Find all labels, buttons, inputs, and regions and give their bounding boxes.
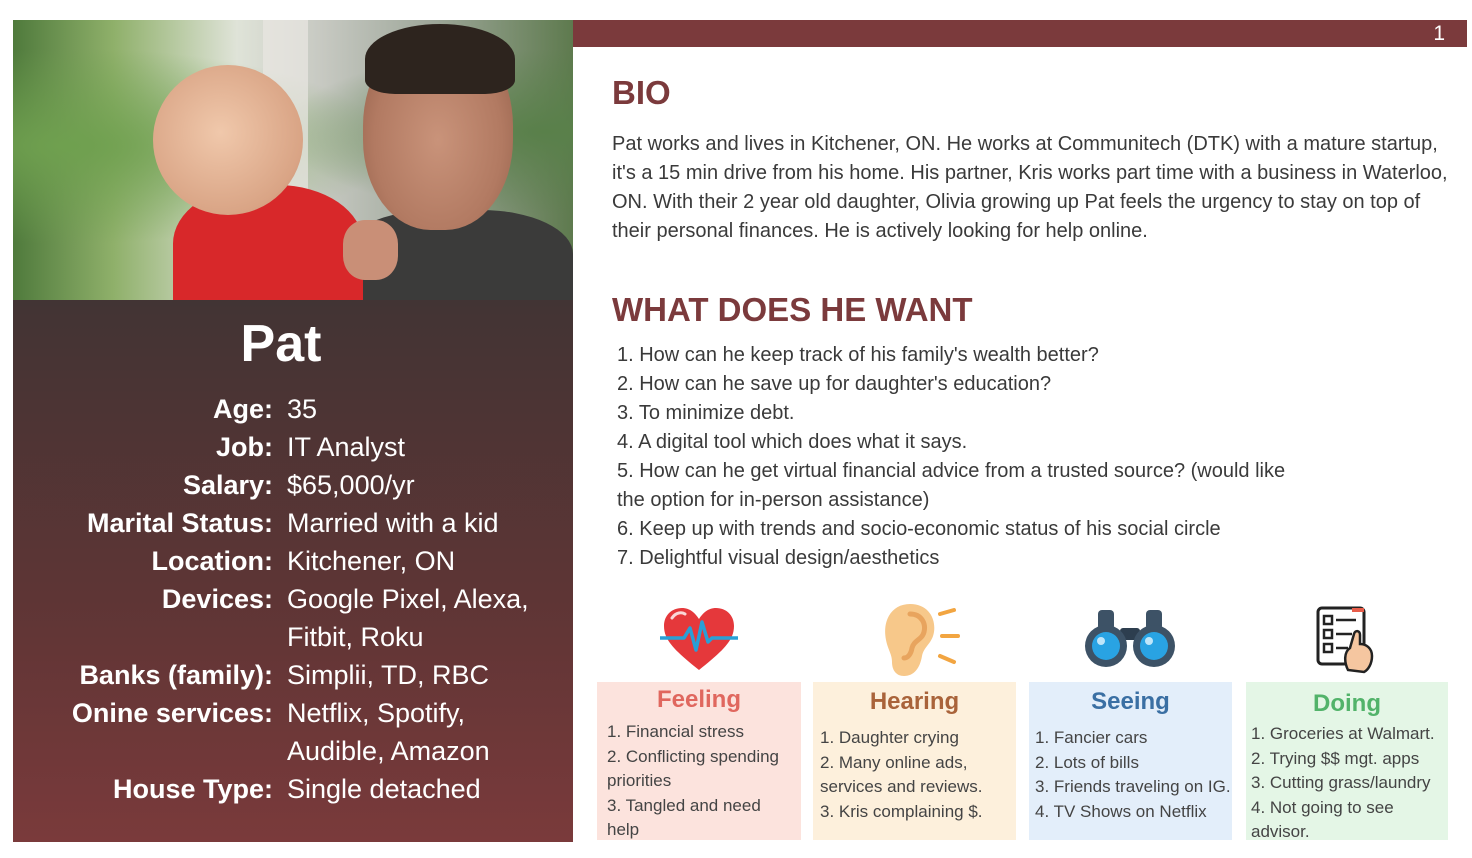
card-list	[1251, 722, 1447, 845]
heart-pulse-icon	[660, 606, 738, 672]
field-value-line2: Audible, Amazon	[287, 736, 490, 766]
checklist-icon	[1314, 604, 1380, 674]
list-item: 2. Many online ads, services and reviews.	[820, 752, 983, 796]
card-title: Feeling	[656, 686, 741, 713]
header-bar	[573, 20, 1467, 47]
field-label: Location:	[151, 546, 273, 576]
field-value: Google Pixel, Alexa,	[287, 584, 529, 614]
field-label: Banks (family):	[79, 660, 273, 690]
field-label: Age:	[213, 394, 273, 424]
seeing-card	[1029, 682, 1232, 840]
list-item: 2. Trying $$ mgt. apps	[1251, 748, 1420, 768]
card-title: Hearing	[869, 688, 960, 715]
doing-card	[1246, 682, 1448, 840]
wants-heading: WHAT DOES HE WANT	[612, 291, 973, 328]
field-label: Marital Status:	[86, 508, 273, 538]
binoculars-icon	[1084, 608, 1176, 668]
page-number: 1	[1433, 22, 1445, 45]
persona-photo	[13, 20, 573, 300]
list-item: 1. Groceries at Walmart.	[1251, 724, 1435, 743]
card-title: Doing	[1313, 690, 1381, 717]
list-item: 4. TV Shows on Netflix	[1035, 801, 1207, 821]
list-item: 3. To minimize debt.	[617, 402, 795, 424]
list-item: 4. Not going to see advisor.	[1251, 797, 1394, 841]
list-item: 6. Keep up with trends and socio-economic status of his social circle	[617, 518, 1221, 540]
list-item: 2. Conflicting spending priorities	[607, 746, 780, 790]
list-item: 1. How can he keep track of his family's wealth better?	[617, 344, 1099, 366]
field-value: Netflix, Spotify,	[287, 698, 466, 728]
persona-panel	[13, 20, 573, 842]
field-value: $65,000/yr	[287, 470, 415, 500]
persona-info	[13, 300, 573, 842]
list-item: 4. A digital tool which does what it says.	[617, 431, 968, 453]
card-list	[820, 726, 1010, 824]
list-item: 5. How can he get virtual financial advice from a trusted source? (would like the option for in-person assistance)	[617, 460, 1286, 511]
field-value: Simplii, TD, RBC	[287, 660, 490, 690]
field-value-line2: Fitbit, Roku	[287, 622, 424, 652]
list-item: 3. Tangled and need help	[607, 795, 761, 839]
list-item: 2. How can he save up for daughter's education?	[617, 373, 1052, 395]
bio-text: Pat works and lives in Kitchener, ON. He works at Communitech (DTK) with a mature startup, it's a 15 min drive from his home. His partner, Kris works part time with a business in Waterloo, ON. With their 2 year old daughter, Olivia growing up Pat feels the urgency to stay on top of their personal finances. He is actively looking for help online.	[612, 133, 1448, 242]
card-title: Seeing	[1091, 688, 1170, 715]
card-list	[1035, 726, 1231, 824]
list-item: 2. Lots of bills	[1035, 752, 1139, 772]
persona-name: Pat	[240, 315, 322, 373]
feeling-card	[597, 682, 801, 840]
field-label: House Type:	[112, 774, 273, 804]
list-item: 1. Daughter crying	[820, 728, 959, 747]
list-item: 3. Cutting grass/laundry	[1251, 773, 1431, 792]
field-value: Single detached	[287, 774, 481, 804]
field-label: Job:	[216, 432, 273, 462]
field-label: Salary:	[182, 470, 273, 500]
field-label: Devices:	[161, 584, 273, 614]
field-value: Married with a kid	[287, 508, 499, 538]
hearing-card	[813, 682, 1016, 840]
list-item: 1. Fancier cars	[1035, 728, 1148, 747]
card-list	[607, 720, 797, 843]
list-item: 7. Delightful visual design/aesthetics	[617, 547, 940, 569]
bio-heading: BIO	[612, 74, 671, 111]
list-item: 3. Kris complaining $.	[820, 801, 983, 821]
field-value: 35	[287, 394, 318, 424]
ear-icon	[880, 600, 960, 678]
wants-list	[617, 341, 1317, 573]
field-value: Kitchener, ON	[287, 546, 456, 576]
list-item: 3. Friends traveling on IG.	[1035, 777, 1231, 796]
field-value: IT Analyst	[287, 432, 406, 462]
list-item: 1. Financial stress	[607, 722, 744, 741]
field-label: Onine services:	[71, 698, 273, 728]
